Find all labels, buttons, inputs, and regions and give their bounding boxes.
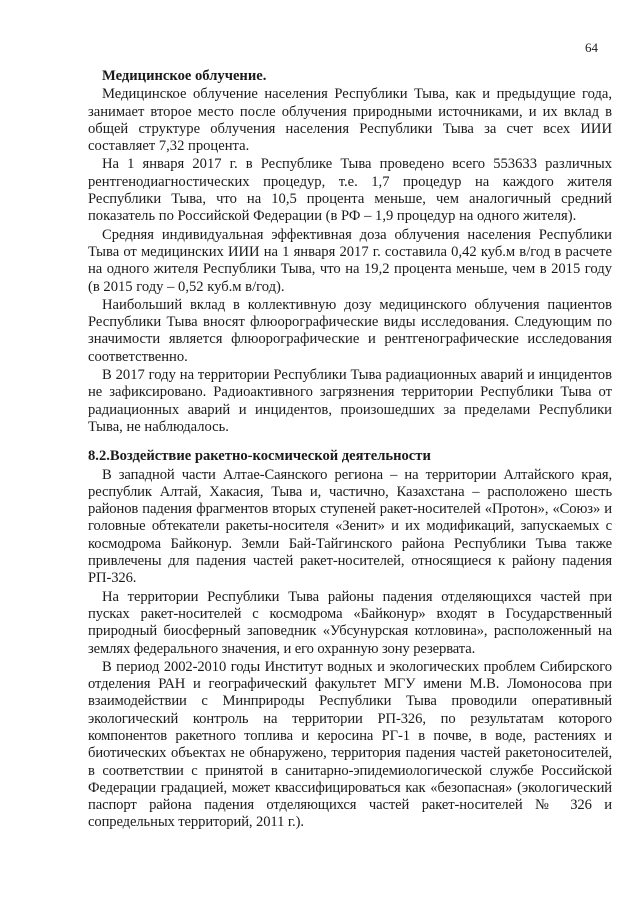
section-heading-medical: Медицинское облучение. [102,68,267,84]
page-number: 64 [585,40,598,55]
paragraph: Наибольший вклад в коллективную дозу медицинского облучения пациентов Республики Тыва вносят флюорографические виды исследования. Следующим по значимости является флюорографические и рентгенографические исследования соответственно. [88,296,612,365]
paragraph: Медицинское облучение населения Республики Тыва, как и предыдущие года, занимает второе место после облучения природными источниками, и их вклад в общей структуре облучения населения Республики Тыва за счет всех ИИИ составляет 7,32 процента. [88,86,612,155]
paragraph: В западной части Алтае-Саянского региона – на территории Алтайского края, республик Алтай, Хакасия, Тыва и, частично, Казахстана – расположено шесть районов падения фрагментов вторых ступеней ракет-носителей «Протон», «Союз» и головные обтекатели ракеты-носителя «Зенит» и их модификаций, запускаемых с космодрома Байконур. Земли Бай-Тайгинского района Республики Тыва также привлечены для падения частей ракет-носителей, относящиеся к району падения РП-326. [88,466,612,587]
paragraph: На 1 января 2017 г. в Республике Тыва проведено всего 553633 различных рентгенодиагностических процедур, т.е. 1,7 процедур на каждого жителя Республики Тыва, что на 10,5 процента меньше, чем аналогичный средний показатель по Российской Федерации (в РФ – 1,9 процедур на одного жителя). [88,156,612,225]
section-heading-rocket: 8.2.Воздействие ракетно-космической деятельности [88,448,431,465]
document-body [88,68,612,833]
paragraph: На территории Республики Тыва районы падения отделяющихся частей при пусках ракет-носителей с космодрома «Байконур» входят в Государственный природный биосферный заповедник «Убсунурская котловина», расположенный на землях федерального значения, и его охранную зону резервата. [88,588,612,657]
paragraph: В период 2002-2010 годы Институт водных и экологических проблем Сибирского отделения РАН и географический факультет МГУ имени М.В. Ломоносова при взаимодействии с Минприроды Республики Тыва проводили оперативный экологический контроль на территории РП-326, по результатам которого компонентов ракетного топлива и керосина РГ-1 в почве, в воде, растениях и биотических объектах не обнаружено, территория падения частей ракетоносителей, в соответствии с принятой в санитарно-эпидемиологической службе Российской Федерации градацией, может квассифицироваться как «безопасная» (экологический паспорт района падения отделяющихся частей ракет-носителей № 326 и сопредельных территорий, 2011 г.). [88,658,612,831]
paragraph: Средняя индивидуальная эффективная доза облучения населения Республики Тыва от медицинских ИИИ на 1 января 2017 г. составила 0,42 куб.м в/год в расчете на одного жителя Республики Тыва, что на 19,2 процента меньше, чем в 2015 году (в 2015 году – 0,52 куб.м в/год). [88,226,612,295]
paragraph: В 2017 году на территории Республики Тыва радиационных аварий и инцидентов не зафиксировано. Радиоактивного загрязнения территории Республики Тыва от радиационных аварий и инцидентов, произошедших за пределами Республики Тыва, не наблюдалось. [88,367,612,435]
